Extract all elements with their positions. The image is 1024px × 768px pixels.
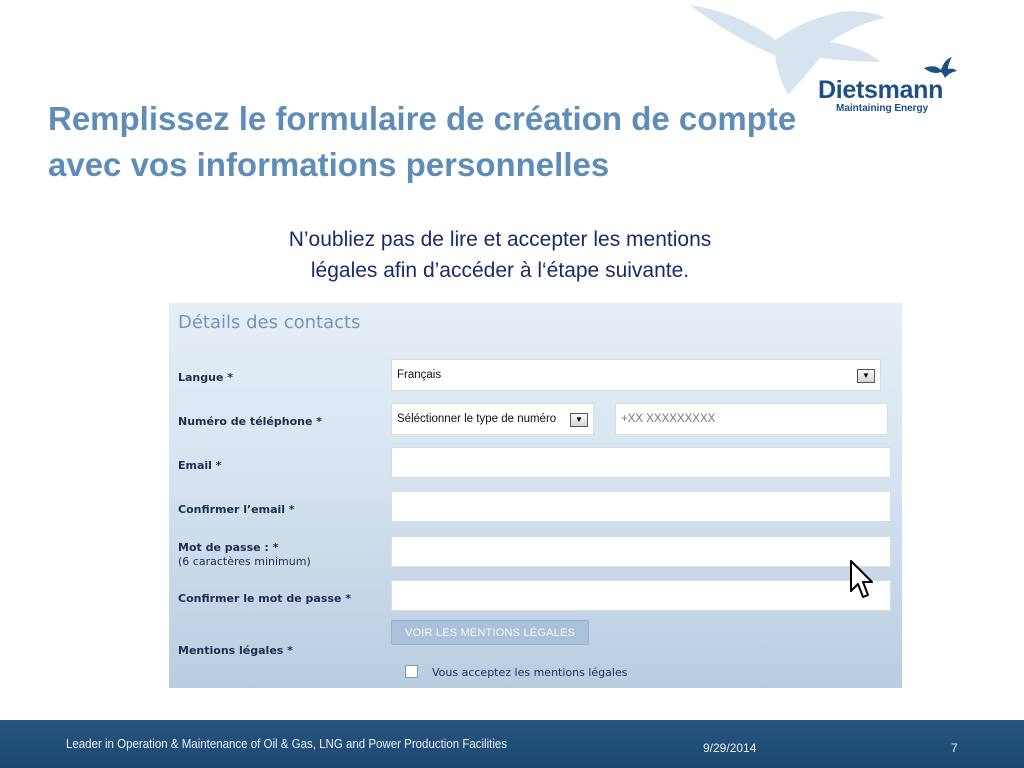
language-label: Langue *: [178, 371, 234, 384]
accept-legal-label: Vous acceptez les mentions légales: [432, 666, 628, 679]
phone-type-select-value: Séléctionner le type de numéro: [397, 413, 557, 425]
footer-tagline: Leader in Operation & Maintenance of Oil & Gas, LNG and Power Production Facilities: [66, 737, 508, 751]
email-input[interactable]: [391, 447, 891, 478]
page-number: 7: [951, 741, 958, 755]
slide-footer: [0, 720, 1024, 768]
confirm-password-input[interactable]: [391, 580, 891, 611]
language-select[interactable]: [391, 359, 881, 391]
password-label: Mot de passe : *: [178, 541, 279, 554]
footer-date: 9/29/2014: [703, 741, 757, 755]
email-label: Email *: [178, 459, 222, 472]
phone-number-input[interactable]: [615, 403, 888, 435]
confirm-password-label: Confirmer le mot de passe *: [178, 592, 351, 605]
language-select-value: Français: [397, 369, 442, 381]
logo-name: Dietsmann: [818, 76, 944, 104]
logo-tagline: Maintaining Energy: [836, 103, 929, 114]
mouse-pointer-icon: [849, 559, 875, 601]
form-heading: Détails des contacts: [178, 312, 361, 333]
company-logo: [818, 56, 968, 116]
confirm-email-input[interactable]: [391, 491, 891, 522]
view-legal-notice-button[interactable]: VOIR LES MENTIONS LÉGALES: [391, 620, 589, 645]
subtitle-line-1: N’oubliez pas de lire et accepter les mentions: [288, 228, 712, 251]
dropdown-arrow-icon[interactable]: ▼: [570, 413, 588, 427]
dropdown-arrow-icon[interactable]: ▼: [857, 369, 875, 383]
contact-form-panel: [169, 303, 902, 688]
confirm-email-label: Confirmer l’email *: [178, 503, 295, 516]
password-hint: (6 caractères minimum): [178, 555, 311, 568]
accept-legal-checkbox[interactable]: [405, 665, 418, 678]
slide-title: Remplissez le formulaire de création de compte avec vos informations personnelles: [48, 100, 797, 183]
phone-label: Numéro de téléphone *: [178, 415, 323, 428]
phone-type-select[interactable]: [391, 403, 594, 435]
subtitle-line-2: légales afin d’accéder à l‘étape suivante.: [310, 259, 690, 282]
password-input[interactable]: [391, 536, 891, 567]
legal-notice-label: Mentions légales *: [178, 644, 293, 657]
slide-subtitle: [225, 224, 775, 286]
